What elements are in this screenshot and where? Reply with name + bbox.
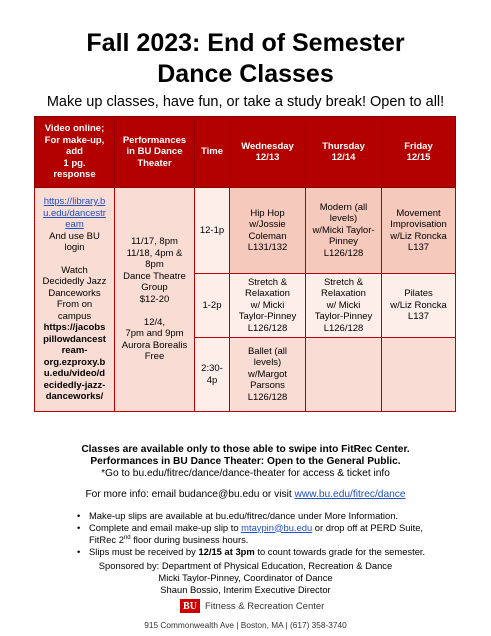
ordinal-suffix: nd <box>123 535 131 541</box>
text-line: pillowdancest <box>43 333 106 345</box>
address-footer: 915 Commonwealth Ave | Boston, MA | (617) 358-3740 <box>144 620 347 630</box>
login-note <box>37 231 112 254</box>
time-cell: 12-1p <box>195 188 230 274</box>
bullet-text: Make-up slips are available at bu.edu/fitrec/dance under More Information. <box>89 510 399 521</box>
text-line: 4p <box>206 374 218 386</box>
text-line: 11/17, 8pm <box>131 236 178 248</box>
ticket-info: *Go to bu.edu/fitrec/dance/dance-theater for access & ticket info <box>101 468 390 479</box>
text-line: Thursday <box>322 140 365 152</box>
bullet-text: floor during business hours. <box>130 534 249 546</box>
header-thursday <box>306 117 382 188</box>
text-line: ecidedly-jazz- <box>43 379 106 391</box>
text-line: L137 <box>407 242 430 253</box>
text-line: L137 <box>407 311 430 323</box>
text-line: response <box>53 169 96 181</box>
text-line: Aurora Borealis <box>121 339 188 351</box>
text-line: 7pm and 9pm <box>125 328 184 340</box>
fitrec-logo <box>180 598 324 614</box>
text-line: Friday <box>404 140 433 152</box>
class-cell <box>230 338 306 412</box>
text-line: And use BU <box>49 230 100 242</box>
text-line: ream- <box>61 345 88 356</box>
header-friday <box>382 117 456 188</box>
text-line: danceworks/ <box>45 391 104 402</box>
text-line: Video online; <box>44 123 105 135</box>
text-line: login <box>64 242 85 253</box>
watch-note <box>37 265 112 323</box>
text-line: levels) <box>253 357 282 369</box>
text-line: Modern (all <box>319 201 368 213</box>
text-line: Decidedly Jazz <box>42 276 107 287</box>
text-line: Theater <box>137 157 172 169</box>
text-line: Parsons <box>250 380 285 392</box>
text-line: Movement <box>396 207 441 219</box>
text-line: eam <box>65 219 84 230</box>
text-line: Danceworks <box>48 287 101 299</box>
text-line: Stretch & <box>247 276 288 288</box>
text-line: 12/13 <box>255 152 280 163</box>
header-time: Time <box>195 117 230 188</box>
text-line: 12/4, <box>143 316 166 328</box>
swipe-notice: Classes are available only to those able to swipe into FitRec Center. <box>81 444 410 455</box>
text-line: w/Margot <box>247 368 288 380</box>
text-line: Ballet (all <box>247 345 288 357</box>
empty-cell <box>306 338 382 412</box>
more-info-text: For more info: email budance@bu.edu or visit <box>85 489 295 500</box>
text-line: 2:30- <box>201 363 223 374</box>
header-performances <box>115 117 195 188</box>
schedule-row-1 <box>35 188 456 274</box>
performances-cell <box>115 188 195 412</box>
sponsor-line: Micki Taylor-Pinney, Coordinator of Dance <box>158 572 333 583</box>
text-line: https://library.b <box>43 196 106 207</box>
class-cell <box>306 188 382 274</box>
sponsor-line: Sponsored by: Department of Physical Education, Recreation & Dance <box>98 560 393 571</box>
bullet-text: to count towards grade for the semester. <box>254 545 426 557</box>
class-cell <box>306 274 382 338</box>
text-line <box>117 305 192 317</box>
bullet-text: Slips must be received by <box>89 545 199 557</box>
text-line: Relaxation <box>321 288 366 300</box>
text-line: Taylor-Pinney <box>238 311 297 323</box>
text-line: w/Liz Roncka <box>390 299 447 311</box>
text-line: Watch <box>61 264 88 276</box>
bullet-text: or drop off at PERD Suite, <box>312 521 424 533</box>
empty-cell <box>382 338 456 412</box>
text-line: levels) <box>329 213 358 225</box>
text-line: campus <box>57 310 92 322</box>
class-cell <box>382 188 456 274</box>
text-line: Pilates <box>404 288 433 300</box>
text-line: Hip Hop <box>250 207 285 219</box>
deadline: 12/15 at 3pm <box>198 545 255 557</box>
public-notice: Performances in BU Dance Theater: Open to the General Public. <box>90 456 401 467</box>
text-line: L126/128 <box>323 247 364 259</box>
class-cell <box>230 274 306 338</box>
text-line: Improvisation <box>390 219 447 230</box>
text-line: in BU Dance <box>126 146 183 158</box>
email-link[interactable]: mtaypin@bu.edu <box>241 521 313 533</box>
time-cell: 1-2p <box>195 274 230 338</box>
text-line: Dance Theatre <box>123 270 186 282</box>
text-line: u.edu/video/d <box>43 368 106 379</box>
text-line: w/Liz Roncka <box>390 230 447 242</box>
text-line: Taylor-Pinney <box>314 311 373 323</box>
text-line: Coleman <box>248 230 287 242</box>
text-line: Free <box>144 351 165 363</box>
class-cell <box>230 188 306 274</box>
text-line: add <box>66 146 83 158</box>
text-line: w/Micki Taylor- <box>312 224 375 236</box>
bullet-text: FitRec 2 <box>89 534 124 546</box>
text-line: Performances <box>122 134 187 146</box>
class-cell <box>382 274 456 338</box>
instructions-list <box>75 510 475 557</box>
text-line: Pinney <box>328 236 359 248</box>
text-line: L126/128 <box>247 391 288 403</box>
text-line: L126/128 <box>323 322 364 334</box>
jacobs-pillow-url <box>37 322 112 403</box>
text-line: $12-20 <box>139 293 170 305</box>
time-cell <box>195 338 230 412</box>
text-line: 12/14 <box>331 152 356 163</box>
title-line-1: Fall 2023: End of Semester <box>86 29 405 57</box>
text-line: L131/132 <box>247 242 288 253</box>
online-video-cell <box>35 188 115 412</box>
text-line: u.edu/dancestr <box>43 207 106 219</box>
text-line: 11/18, 4pm & <box>126 247 183 259</box>
text-line: Wednesday <box>241 140 294 152</box>
header-online <box>35 117 115 188</box>
sponsor-line: Shaun Bossio, Interim Executive Director <box>160 584 331 595</box>
text-line: w/ Micki <box>326 299 361 311</box>
text-line: Relaxation <box>245 288 290 300</box>
text-line: For make-up, <box>44 134 105 146</box>
text-line: Stretch & <box>323 276 364 288</box>
text-line: w/Jossie <box>249 219 286 230</box>
text-line: 8pm <box>145 259 164 271</box>
subtitle: Make up classes, have fun, or take a study break! Open to all! <box>46 94 445 110</box>
logo-text: Fitness & Recreation Center <box>205 600 325 612</box>
header-wednesday <box>230 117 306 188</box>
list-item <box>75 510 475 522</box>
text-line: https://jacobs <box>43 322 106 333</box>
list-item <box>75 546 475 558</box>
text-line: From on <box>56 299 93 310</box>
text-line: Group <box>141 282 168 294</box>
text-line: 12/15 <box>406 152 431 163</box>
bu-logo-mark: BU <box>180 599 200 613</box>
text-line: org.ezproxy.b <box>43 356 106 368</box>
fitrec-dance-link[interactable]: www.bu.edu/fitrec/dance <box>294 489 406 500</box>
text-line: 1 pg. <box>63 157 86 169</box>
text-line: w/ Micki <box>250 299 285 311</box>
dancestream-link[interactable] <box>37 196 112 231</box>
schedule-table <box>34 116 456 412</box>
bullet-text: Complete and email make-up slip to <box>89 521 242 533</box>
title-line-2: Dance Classes <box>157 60 334 88</box>
list-item <box>75 522 475 546</box>
text-line: L126/128 <box>247 322 288 334</box>
more-info-line <box>0 489 491 501</box>
schedule-header-row <box>35 117 456 188</box>
